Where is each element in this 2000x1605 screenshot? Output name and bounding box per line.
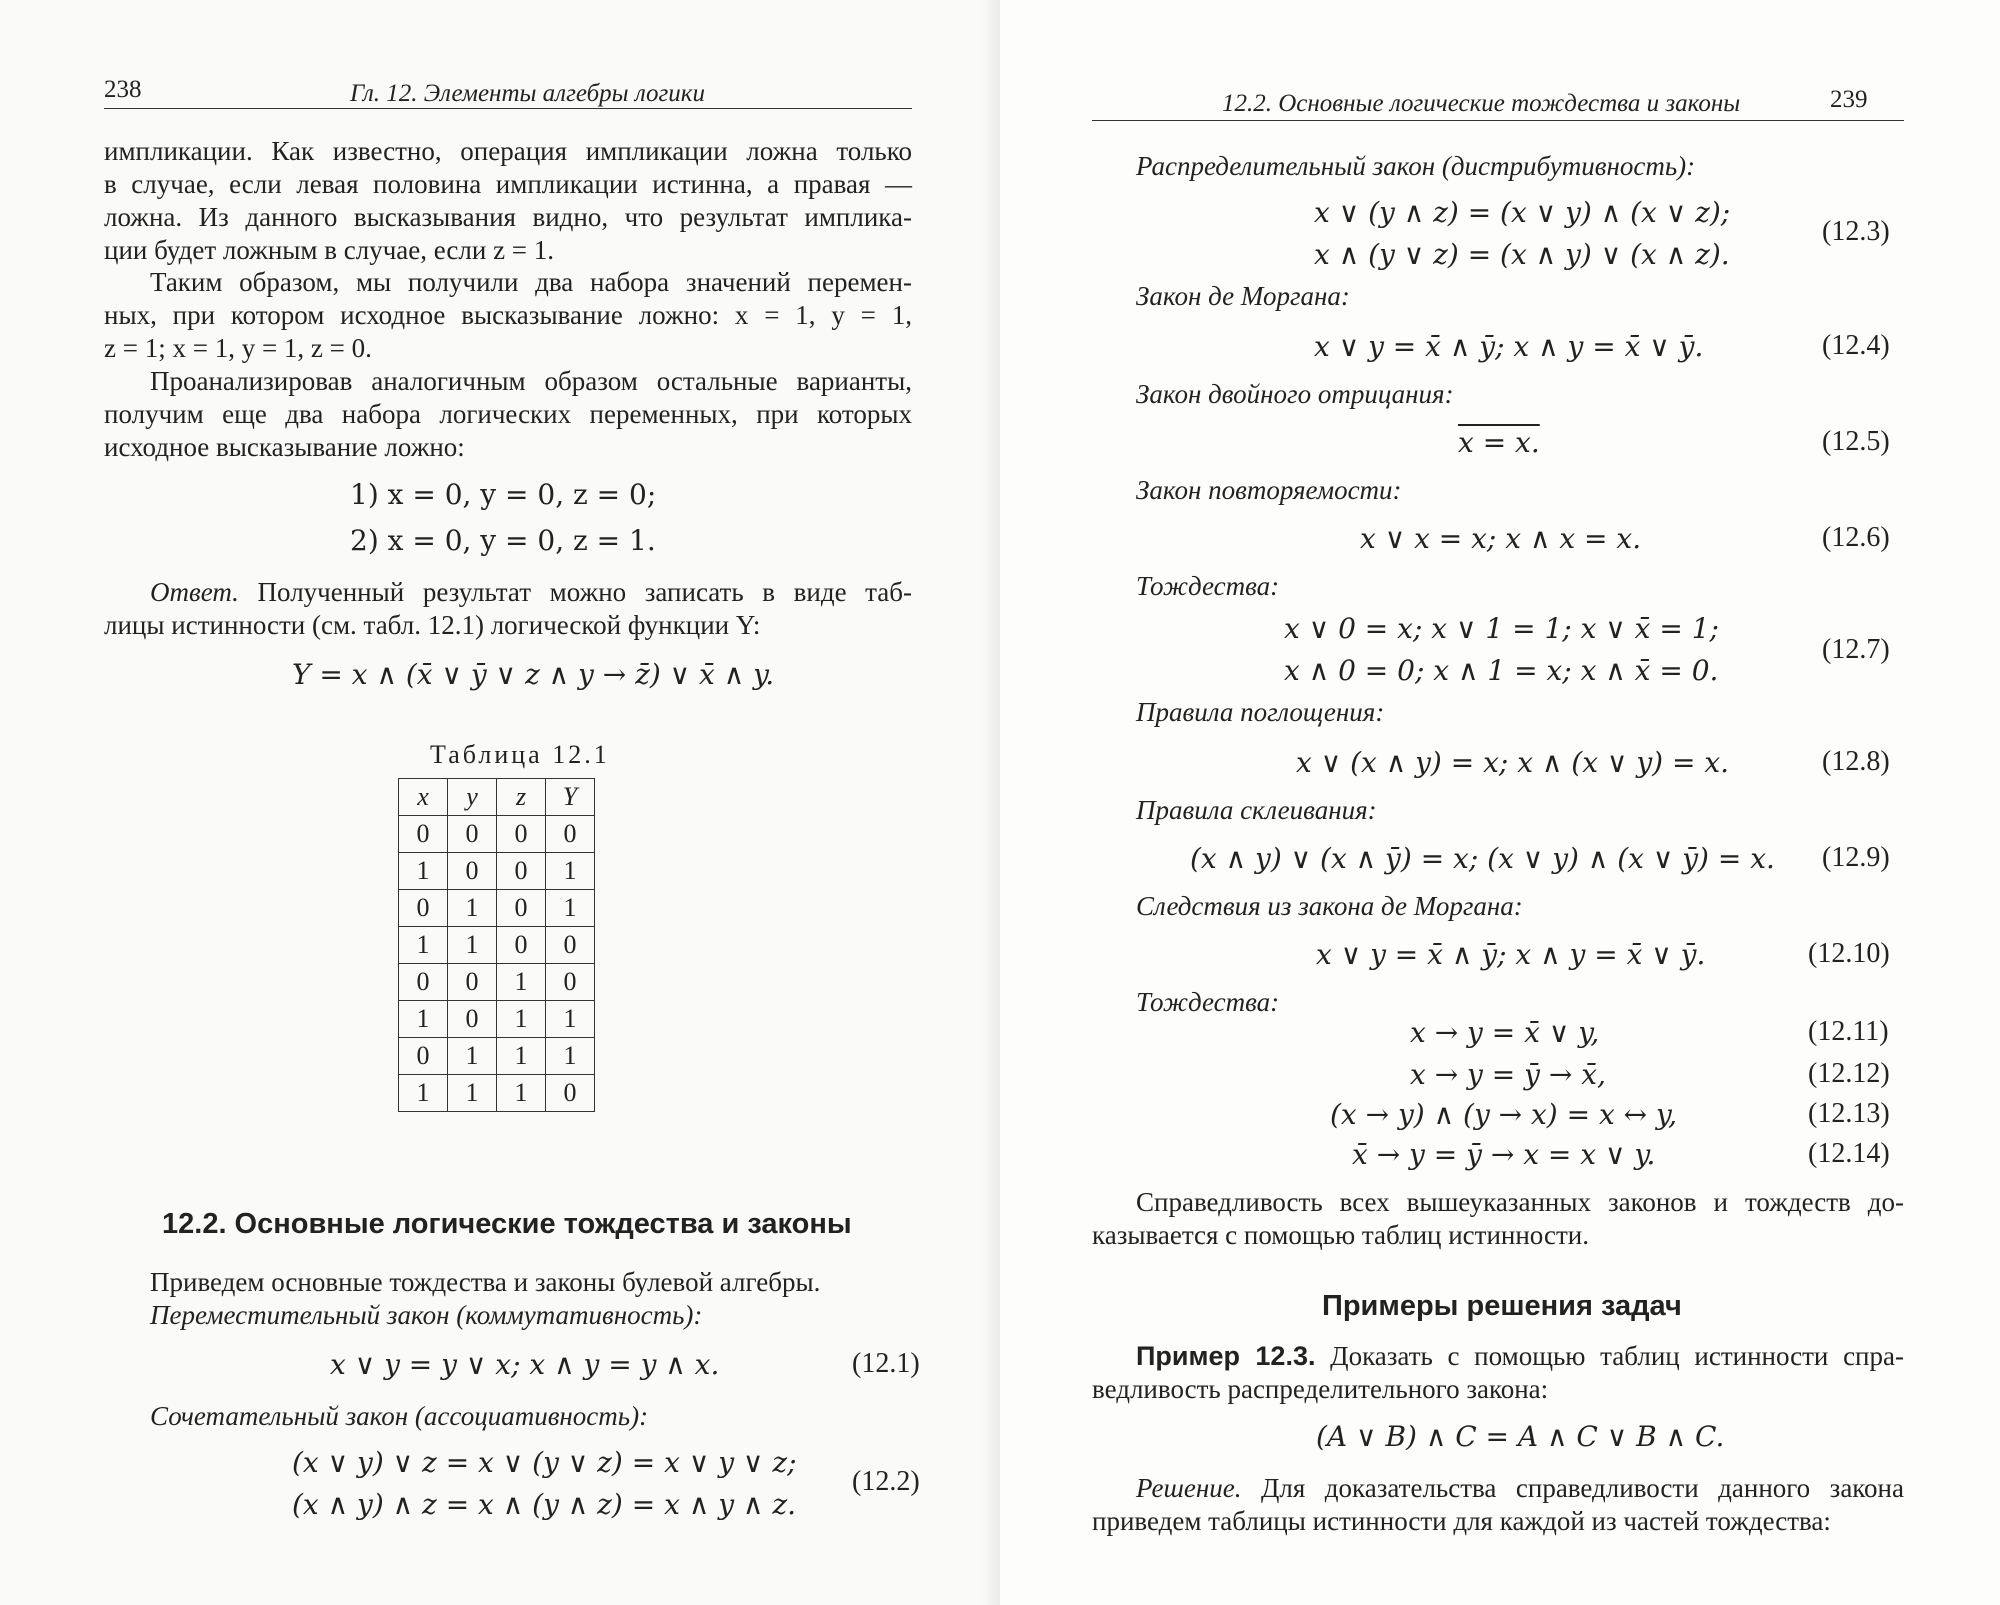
table-cell: 1 (448, 1038, 497, 1075)
text-line: получим еще два набора логических переменных, при которых (104, 399, 912, 429)
right-page (1000, 0, 2000, 1605)
table-row (399, 927, 595, 964)
law-label: Закон де Моргана: (1136, 281, 1350, 311)
running-head: 12.2. Основные логические тождества и законы (1222, 90, 1741, 117)
equation-number: (12.8) (1822, 746, 1890, 777)
identity-formula: x → y = x̄ ∨ y, (1410, 1016, 1600, 1049)
text-line: лицы истинности (см. табл. 12.1) логической функции Y: (104, 610, 761, 640)
text-line: Таким образом, мы получили два набора значений перемен- (150, 267, 912, 297)
solution-text: Для доказательства справедливости данного закона (1241, 1473, 1904, 1503)
equation-number: (12.2) (852, 1466, 920, 1497)
table-cell: 1 (497, 1001, 546, 1038)
law-label: Закон повторяемости: (1136, 475, 1402, 505)
running-head: Гл. 12. Элементы алгебры логики (350, 80, 706, 107)
table-header-row (399, 779, 595, 816)
equation-number: (12.1) (852, 1348, 920, 1379)
equation-number: (12.13) (1808, 1098, 1890, 1129)
table-row (399, 890, 595, 927)
table-cell: 0 (546, 1075, 595, 1112)
law-formula: x ∨ (y ∧ z) = (x ∨ y) ∧ (x ∨ z); (1314, 196, 1731, 229)
table-cell: 0 (546, 927, 595, 964)
table-row (399, 1001, 595, 1038)
equation-number: (12.14) (1808, 1138, 1890, 1169)
equation-number: (12.7) (1822, 634, 1890, 665)
table-cell: 0 (448, 964, 497, 1001)
text-line: z = 1; x = 1, y = 1, z = 0. (104, 333, 372, 363)
table-cell: 1 (448, 927, 497, 964)
law-formula: x = x. (1458, 426, 1540, 459)
table-cell: 0 (546, 964, 595, 1001)
truth-table (398, 778, 595, 1112)
table-cell: 1 (399, 1001, 448, 1038)
law-formula: x ∨ y = x̄ ∧ ȳ; x ∧ y = x̄ ∨ ȳ. (1314, 330, 1704, 363)
table-cell: 0 (448, 816, 497, 853)
table-cell: 1 (546, 1038, 595, 1075)
table-cell: 1 (497, 1075, 546, 1112)
associative-formula: (x ∨ y) ∨ z = x ∨ (y ∨ z) = x ∨ y ∨ z; (292, 1446, 797, 1479)
equation-number: (12.9) (1822, 842, 1890, 873)
law-label: Следствия из закона де Моргана: (1136, 891, 1523, 921)
equation-number: (12.11) (1808, 1016, 1889, 1047)
text-line: Проанализировав аналогичным образом остальные варианты, (150, 366, 912, 396)
function-formula: Y = x ∧ (x̄ ∨ ȳ ∨ z ∧ y → z̄) ∨ x̄ ∧ y. (292, 658, 775, 691)
equation-number: (12.10) (1808, 938, 1890, 969)
page-number: 238 (104, 76, 142, 103)
text-line: в случае, если левая половина импликации истинна, а правая — (104, 169, 912, 199)
text-line: исходное высказывание ложно: (104, 432, 465, 462)
associative-formula: (x ∧ y) ∧ z = x ∧ (y ∧ z) = x ∧ y ∧ z. (292, 1488, 796, 1521)
table-cell: 1 (497, 1038, 546, 1075)
answer-text: Полученный результат можно записать в виде таб- (238, 577, 912, 607)
table-row (399, 853, 595, 890)
table-cell: 1 (399, 927, 448, 964)
table-cell: 1 (448, 890, 497, 927)
table-cell: 0 (497, 853, 546, 890)
table-cell: 1 (546, 1001, 595, 1038)
law-formula: x ∨ (x ∧ y) = x; x ∧ (x ∨ y) = x. (1296, 746, 1730, 779)
identities-label: Тождества: (1136, 987, 1280, 1017)
page-number: 239 (1830, 86, 1868, 113)
law-formula: x ∧ 0 = 0; x ∧ 1 = x; x ∧ x̄ = 0. (1284, 654, 1719, 687)
section-intro: Приведем основные тождества и законы булевой алгебры. (150, 1267, 821, 1297)
table-cell: 1 (448, 1075, 497, 1112)
text-line (1092, 1340, 1904, 1373)
text-line: приведем таблицы истинности для каждой из частей тождества: (1092, 1506, 1831, 1536)
variable-set-1: 1) x = 0, y = 0, z = 0; (350, 478, 657, 511)
table-cell: 1 (399, 1075, 448, 1112)
table-cell: 1 (546, 890, 595, 927)
table-cell: 0 (448, 1001, 497, 1038)
commutative-label: Переместительный закон (коммутативность): (150, 1300, 703, 1330)
equation-number: (12.5) (1822, 426, 1890, 457)
table-cell: 0 (399, 816, 448, 853)
text-line: ных, при котором исходное высказывание ложно: x = 1, y = 1, (104, 300, 912, 330)
identity-formula: (x → y) ∧ (y → x) = x ↔ y, (1330, 1098, 1678, 1131)
table-row (399, 964, 595, 1001)
example-formula: (A ∨ B) ∧ C = A ∧ C ∨ B ∧ C. (1316, 1420, 1725, 1453)
table-row (399, 1038, 595, 1075)
table-cell: 0 (399, 1038, 448, 1075)
text-line (1092, 1472, 1904, 1505)
law-formula: x ∨ 0 = x; x ∨ 1 = 1; x ∨ x̄ = 1; (1284, 612, 1719, 645)
commutative-formula: x ∨ y = y ∨ x; x ∧ y = y ∧ x. (330, 1348, 720, 1381)
table-cell: 1 (546, 853, 595, 890)
text-line: Справедливость всех вышеуказанных законов и тождеств до- (1136, 1187, 1904, 1217)
header-rule (1092, 120, 1904, 121)
table-cell: 0 (448, 853, 497, 890)
example-label: Пример 12.3. (1136, 1341, 1316, 1371)
section-title: 12.2. Основные логические тождества и законы (162, 1208, 852, 1240)
text-line: ложна. Из данного высказывания видно, что результат имплика- (104, 202, 912, 232)
text-line: импликации. Как известно, операция импликации ложна только (104, 136, 912, 166)
table-caption: Таблица 12.1 (430, 740, 610, 769)
table-header: x (399, 779, 448, 816)
table-cell: 0 (497, 927, 546, 964)
paragraph-intro (104, 135, 912, 267)
text-line: ции будет ложным в случае, если z = 1. (104, 235, 555, 265)
header-rule (104, 108, 912, 109)
associative-label: Сочетательный закон (ассоциативность): (150, 1401, 649, 1431)
table-cell: 0 (399, 964, 448, 1001)
table-cell: 1 (497, 964, 546, 1001)
law-label: Закон двойного отрицания: (1136, 379, 1454, 409)
law-formula: (x ∧ y) ∨ (x ∧ ȳ) = x; (x ∨ y) ∧ (x ∨ ȳ) = x. (1190, 842, 1775, 875)
table-cell: 1 (399, 853, 448, 890)
table-header: z (497, 779, 546, 816)
law-label: Тождества: (1136, 571, 1280, 601)
equation-number: (12.12) (1808, 1058, 1890, 1089)
solution-label: Решение. (1136, 1473, 1242, 1503)
identity-formula: x̄ → y = ȳ → x = x ∨ y. (1352, 1138, 1656, 1171)
equation-number: (12.3) (1822, 216, 1890, 247)
law-formula: x ∨ y = x̄ ∧ ȳ; x ∧ y = x̄ ∨ ȳ. (1316, 938, 1706, 971)
equation-number: (12.6) (1822, 522, 1890, 553)
table-header: Y (546, 779, 595, 816)
text-line: ведливость распределительного закона: (1092, 1374, 1549, 1404)
law-formula: x ∨ x = x; x ∧ x = x. (1360, 522, 1642, 555)
paragraph-validity (1092, 1186, 1904, 1252)
law-label: Распределительный закон (дистрибутивность): (1136, 151, 1696, 181)
law-label: Правила склеивания: (1136, 795, 1377, 825)
answer-label: Ответ. (150, 577, 239, 607)
table-cell: 0 (497, 816, 546, 853)
table-cell: 0 (497, 890, 546, 927)
equation-number: (12.4) (1822, 330, 1890, 361)
variable-set-2: 2) x = 0, y = 0, z = 1. (350, 524, 656, 557)
table-row (399, 816, 595, 853)
law-formula: x ∧ (y ∨ z) = (x ∧ y) ∨ (x ∧ z). (1314, 238, 1730, 271)
paragraph-example (1092, 1340, 1904, 1406)
paragraph-analysis (104, 365, 912, 464)
law-label: Правила поглощения: (1136, 697, 1385, 727)
table-cell: 0 (399, 890, 448, 927)
example-text: Доказать с помощью таблиц истинности спра- (1315, 1341, 1904, 1371)
paragraph-two-sets (104, 266, 912, 365)
table-header: y (448, 779, 497, 816)
table-cell: 0 (546, 816, 595, 853)
examples-title: Примеры решения задач (1322, 1290, 1682, 1322)
paragraph-solution (1092, 1472, 1904, 1538)
identity-formula: x → y = ȳ → x̄, (1410, 1058, 1606, 1091)
table-row (399, 1075, 595, 1112)
text-line: казывается с помощью таблиц истинности. (1092, 1220, 1589, 1250)
paragraph-answer (104, 576, 912, 642)
text-line (104, 576, 912, 609)
